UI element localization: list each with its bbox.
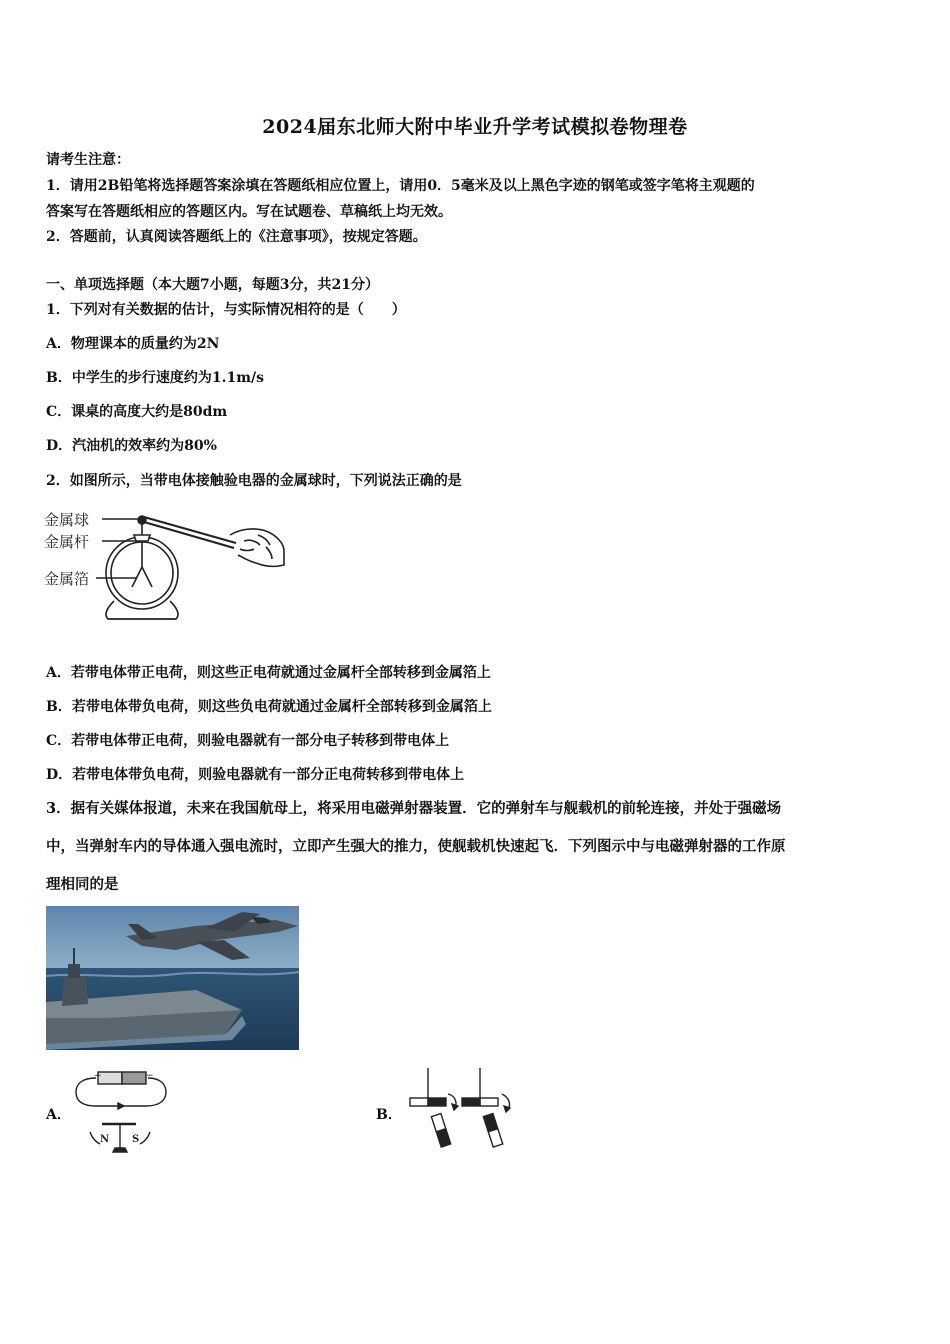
q1-stem: 1．下列对有关数据的估计，与实际情况相符的是（ ）	[46, 302, 406, 318]
label-metal-rod: 金属杆	[44, 533, 90, 551]
q3-stem-line-1: 3．据有关媒体报道，未来在我国航母上，将采用电磁弹射器装置．它的弹射车与舰载机的前轮连接，并处于强磁场	[46, 800, 782, 817]
section-heading: 一、单项选择题（本大题7小题，每题3分，共21分）	[46, 277, 379, 293]
q2-stem: 2．如图所示，当带电体接触验电器的金属球时，下列说法正确的是	[46, 473, 462, 489]
q2-option-c: C．若带电体带正电荷，则验电器就有一部分电子转移到带电体上	[46, 733, 450, 749]
notice-line-1: 1．请用2B铅笔将选择题答案涂填在答题纸相应位置上，请用0．5毫米及以上黑色字迹的钢笔或签字笔将主观题的	[46, 178, 755, 194]
q1-option-b: B．中学生的步行速度约为1.1m/s	[46, 370, 264, 386]
page-title: 2024届东北师大附中毕业升学考试模拟卷物理卷	[262, 116, 688, 138]
notice-line-2: 答案写在答题纸相应的答题区内。写在试题卷、草稿纸上均无效。	[46, 204, 452, 220]
battery-minus-symbol: −	[146, 1071, 154, 1081]
compass-north-label: N	[100, 1134, 110, 1145]
q1-option-d: D．汽油机的效率约为80%	[46, 438, 217, 454]
q2-option-a: A．若带电体带正电荷，则这些正电荷就通过金属杆全部转移到金属箔上	[46, 665, 491, 681]
q1-option-a: A．物理课本的质量约为2N	[46, 336, 220, 352]
notice-line-3: 2．答题前，认真阅读答题纸上的《注意事项》，按规定答题。	[46, 229, 427, 245]
label-metal-ball: 金属球	[44, 511, 90, 529]
q3-stem-line-3: 理相同的是	[46, 876, 119, 893]
q3-option-b-label: B．	[376, 1107, 402, 1123]
q1-option-c: C．课桌的高度大约是80dm	[46, 404, 228, 420]
q2-option-d: D．若带电体带负电荷，则验电器就有一部分正电荷转移到带电体上	[46, 767, 465, 783]
aircraft-carrier-photo	[46, 906, 299, 1050]
battery-plus-symbol: +	[94, 1071, 102, 1081]
q3-stem-line-2: 中，当弹射车内的导体通入强电流时，立即产生强大的推力，使舰载机快速起飞．下列图示中与电磁弹射器的工作原	[46, 838, 786, 855]
label-metal-foil: 金属箔	[44, 570, 90, 588]
q2-option-b: B．若带电体带负电荷，则这些负电荷就通过金属杆全部转移到金属箔上	[46, 699, 492, 715]
compass-south-label: S	[132, 1134, 140, 1145]
electroscope-figure	[44, 505, 289, 625]
notice-heading: 请考生注意：	[46, 152, 130, 168]
q3-option-a-figure	[70, 1066, 172, 1158]
q3-option-a-label: A．	[46, 1107, 71, 1123]
q3-option-b-figure	[400, 1066, 526, 1154]
